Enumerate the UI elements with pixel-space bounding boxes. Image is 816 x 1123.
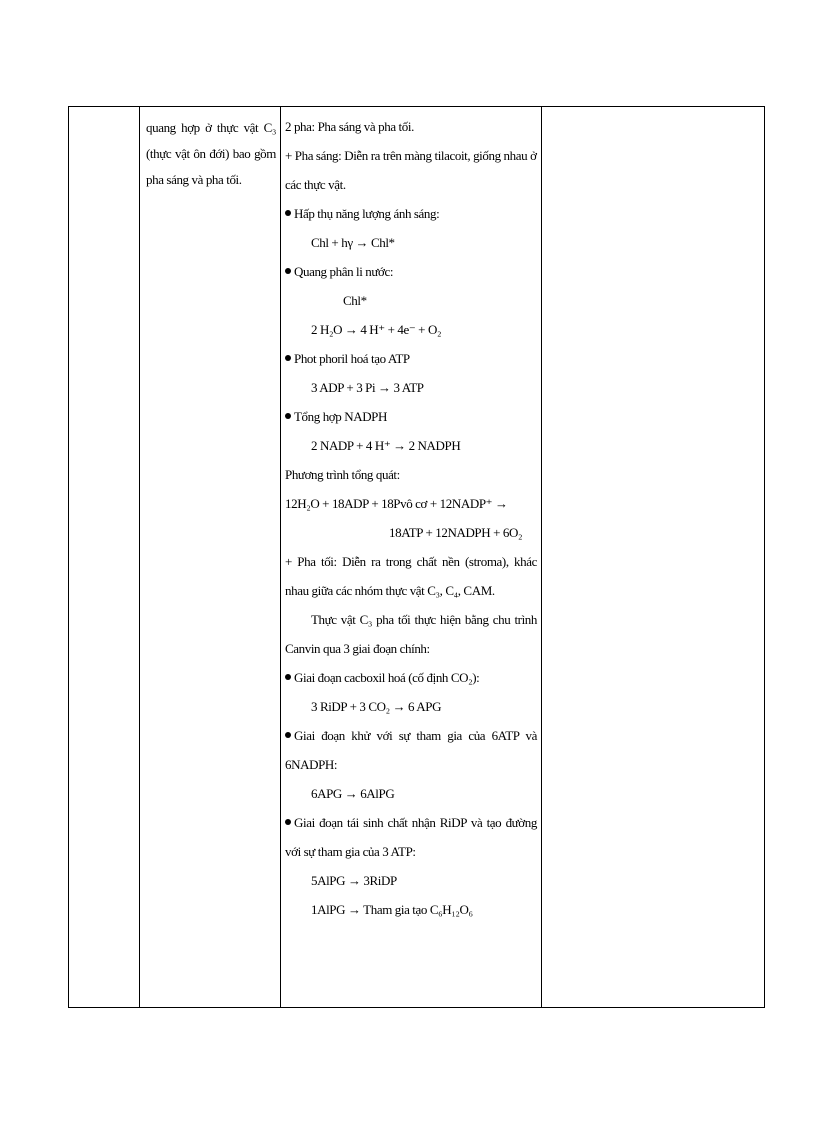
step1-equation: Chl + hγ → Chl* bbox=[311, 235, 395, 250]
stage3-title-2: với sự tham gia của 3 ATP: bbox=[285, 844, 416, 859]
dark-phase-heading-1: + Pha tối: Diễn ra trong chất nền (stroma), khác bbox=[285, 554, 537, 569]
bullet-icon bbox=[285, 819, 291, 825]
summary-text: quang hợp ở thực vật C₃ (thực vật ôn đới) bao gồm pha sáng và pha tối. bbox=[146, 120, 276, 187]
bullet-icon bbox=[285, 732, 291, 738]
stage1-equation: 3 RiDP + 3 CO₂ → 6 APG bbox=[311, 699, 442, 714]
stage3-equation-1: 5AlPG → 3RiDP bbox=[311, 873, 397, 888]
c3-intro-2: Canvin qua 3 giai đoạn chính: bbox=[285, 641, 430, 656]
stage1-title-line bbox=[285, 663, 537, 692]
c3-intro-1: Thực vật C₃ pha tối thực hiện bằng chu trình bbox=[311, 612, 537, 627]
bullet-icon bbox=[285, 210, 291, 216]
intro-line: 2 pha: Pha sáng và pha tối. bbox=[285, 119, 414, 134]
step4-title: Tổng hợp NADPH bbox=[294, 409, 387, 424]
table-cell-summary bbox=[140, 107, 281, 1008]
step3-title: Phot phoril hoá tạo ATP bbox=[294, 351, 410, 366]
table-cell-notes bbox=[542, 107, 765, 1008]
step4-equation: 2 NADP + 4 H⁺ → 2 NADPH bbox=[311, 438, 461, 453]
stage3-title-1: Giai đoạn tái sinh chất nhận RiDP và tạo đường bbox=[294, 815, 537, 830]
step3-title-line bbox=[285, 344, 537, 373]
stage2-equation: 6APG → 6AlPG bbox=[311, 786, 395, 801]
step2-title-line bbox=[285, 257, 537, 286]
table-cell-content bbox=[281, 107, 542, 1008]
stage1-title: Giai đoạn cacboxil hoá (cố định CO₂): bbox=[294, 670, 480, 685]
stage2-title-2: 6NADPH: bbox=[285, 757, 338, 772]
stage3-equation-2: 1AlPG → Tham gia tạo C₆H₁₂O₆ bbox=[311, 902, 473, 917]
content-table bbox=[68, 106, 765, 1008]
stage2-title-1: Giai đoạn khử với sự tham gia của 6ATP và bbox=[294, 728, 537, 743]
step2-title: Quang phân li nước: bbox=[294, 264, 394, 279]
light-phase-heading-1: + Pha sáng: Diễn ra trên màng tilacoit, giống nhau ở bbox=[285, 148, 537, 163]
general-equation-title: Phương trình tổng quát: bbox=[285, 467, 400, 482]
bullet-icon bbox=[285, 674, 291, 680]
step3-equation: 3 ADP + 3 Pi → 3 ATP bbox=[311, 380, 424, 395]
table-row bbox=[69, 107, 765, 1008]
step2-catalyst: Chl* bbox=[343, 293, 367, 308]
general-equation-line-2: 18ATP + 12NADPH + 6O₂ bbox=[389, 525, 523, 540]
step1-title: Hấp thụ năng lượng ánh sáng: bbox=[294, 206, 440, 221]
bullet-icon bbox=[285, 355, 291, 361]
general-equation-line-1: 12H₂O + 18ADP + 18Pvô cơ + 12NADP⁺ → bbox=[285, 496, 508, 511]
bullet-icon bbox=[285, 268, 291, 274]
stage2-title-line bbox=[285, 721, 537, 750]
table-cell-index bbox=[69, 107, 140, 1008]
step4-title-line bbox=[285, 402, 537, 431]
light-phase-heading-2: các thực vật. bbox=[285, 177, 346, 192]
step1-title-line bbox=[285, 199, 537, 228]
stage3-title-line bbox=[285, 808, 537, 837]
dark-phase-heading-2: nhau giữa các nhóm thực vật C₃, C₄, CAM. bbox=[285, 583, 495, 598]
step2-equation: 2 H₂O → 4 H⁺ + 4e⁻ + O₂ bbox=[311, 322, 442, 337]
bullet-icon bbox=[285, 413, 291, 419]
